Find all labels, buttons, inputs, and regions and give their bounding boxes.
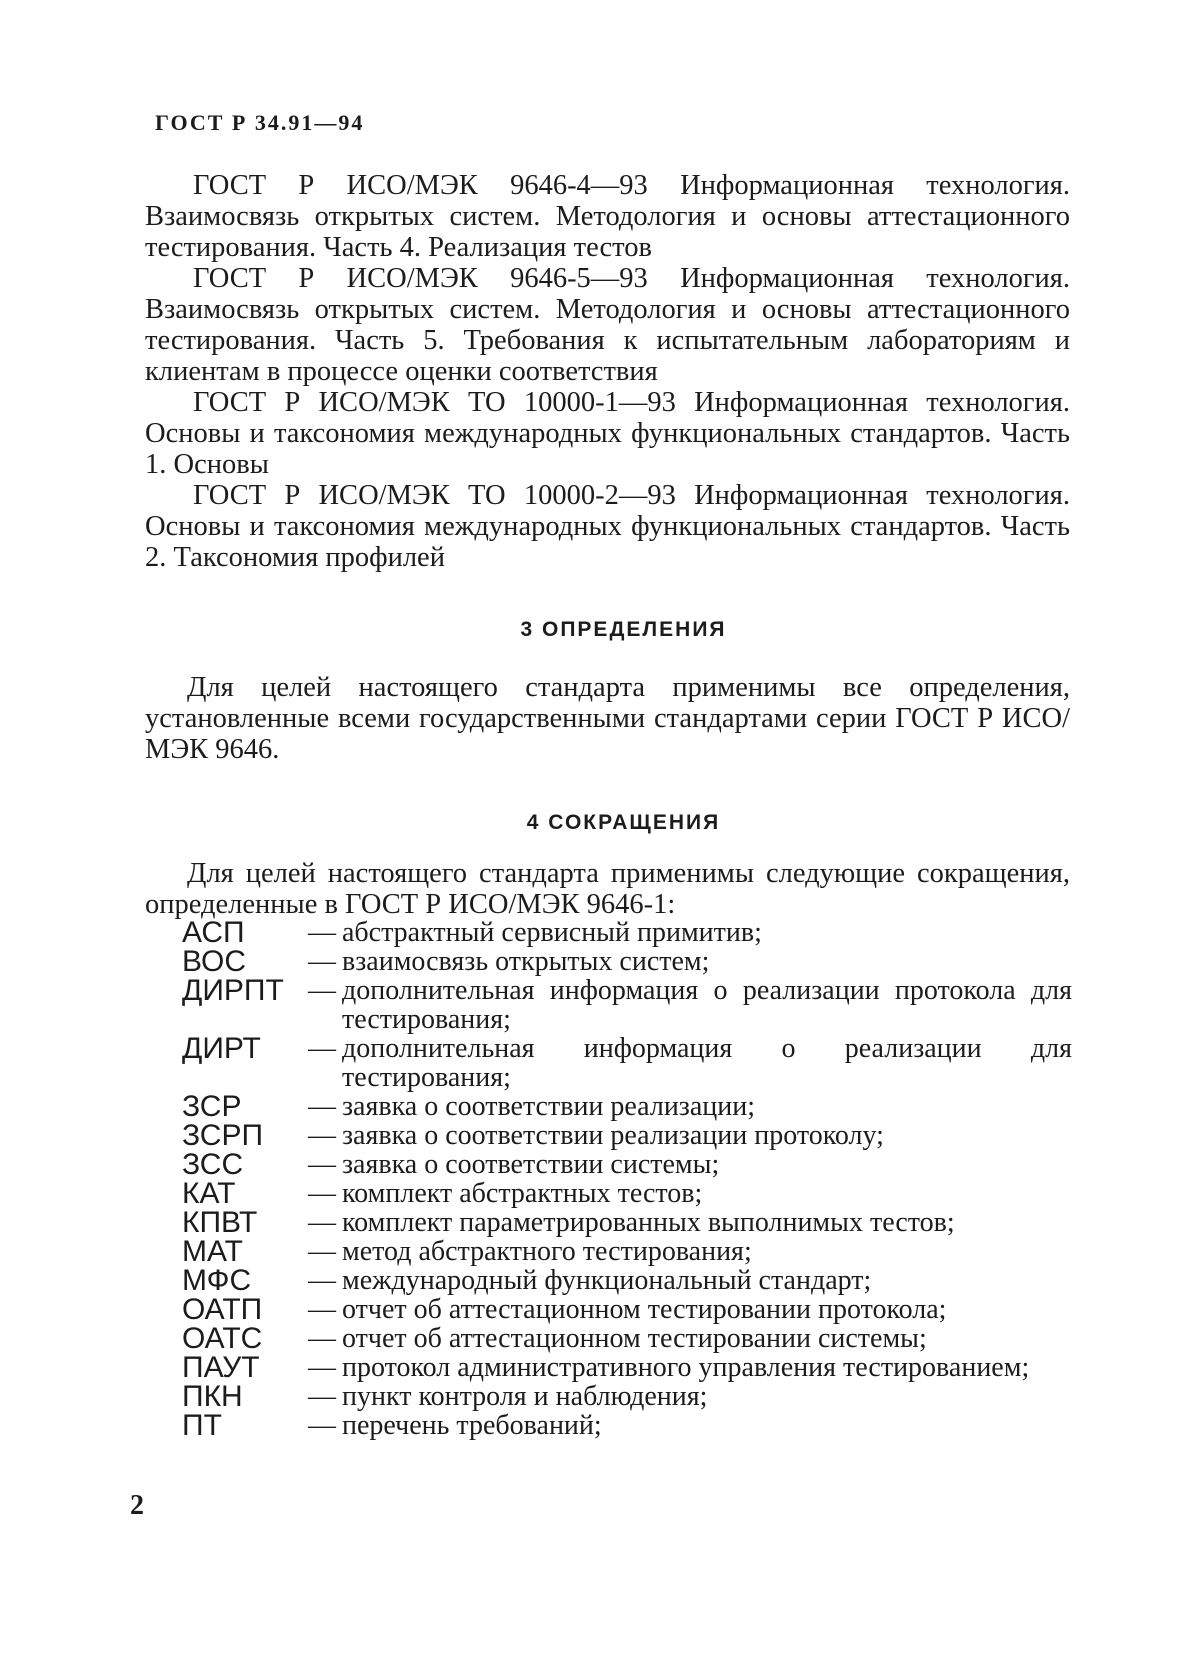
- dash: —: [308, 1178, 336, 1209]
- reference-item: ГОСТ Р ИСО/МЭК ТО 10000-2—93 Информационная технология. Основы и таксономия международных функциональных стандартов. Часть 2. Таксономия профилей: [145, 480, 1070, 573]
- abbreviation: МАТ: [182, 1235, 243, 1268]
- abbreviation: ВОС: [182, 945, 247, 978]
- abbreviation: АСП: [182, 916, 245, 949]
- section-4-title: 4 СОКРАЩЕНИЯ: [526, 811, 721, 834]
- dash: —: [308, 1410, 336, 1441]
- section-3-title: 3 ОПРЕДЕЛЕНИЯ: [520, 618, 727, 641]
- dash: —: [308, 1265, 336, 1296]
- list-item: [182, 1295, 1072, 1324]
- list-item: [182, 1179, 1072, 1208]
- dash: —: [308, 1120, 336, 1151]
- definition: заявка о соответствии системы;: [342, 1149, 720, 1180]
- dash: —: [308, 917, 336, 948]
- definition: комплект параметрированных выполнимых тестов;: [342, 1207, 955, 1238]
- dash: —: [308, 1033, 336, 1064]
- abbreviation: ОАТС: [182, 1322, 263, 1355]
- reference-item: ГОСТ Р ИСО/МЭК ТО 10000-1—93 Информационная технология. Основы и таксономия международных функциональных стандартов. Часть 1. Основы: [145, 387, 1070, 480]
- abbreviation: ПКН: [182, 1380, 243, 1413]
- document-header: ГОСТ Р 34.91—94: [155, 110, 365, 135]
- definition: отчет об аттестационном тестировании системы;: [342, 1323, 927, 1354]
- definition: перечень требований;: [342, 1410, 602, 1441]
- definition: отчет об аттестационном тестировании протокола;: [342, 1294, 947, 1325]
- dash: —: [308, 1323, 336, 1354]
- list-item: [182, 1324, 1072, 1353]
- list-item: [182, 1411, 1072, 1440]
- list-item: [182, 947, 1072, 976]
- definition: пункт контроля и наблюдения;: [342, 1381, 708, 1412]
- abbreviation: ПАУТ: [182, 1351, 260, 1384]
- abbreviation: ЗСРП: [182, 1119, 264, 1152]
- definition: комплект абстрактных тестов;: [342, 1178, 703, 1209]
- list-item: [182, 1237, 1072, 1266]
- definition: абстрактный сервисный примитив;: [342, 917, 762, 948]
- section-3-text: Для целей настоящего стандарта применимы все определения, установленные всеми государственными стандартами серии ГОСТ Р ИСО/МЭК 9646.: [145, 672, 1070, 765]
- abbreviation: ЗСС: [182, 1148, 244, 1181]
- list-item: [182, 1382, 1072, 1411]
- dash: —: [308, 1236, 336, 1267]
- abbreviation: ДИРПТ: [182, 974, 284, 1007]
- list-item: [182, 1034, 1072, 1092]
- list-item: [182, 1121, 1072, 1150]
- page-number: 2: [130, 1490, 144, 1521]
- abbreviation: ПТ: [182, 1409, 222, 1442]
- definition: протокол административного управления тестированием;: [342, 1352, 1030, 1383]
- list-item: [182, 1266, 1072, 1295]
- list-item: [182, 918, 1072, 947]
- definition: взаимосвязь открытых систем;: [342, 946, 710, 977]
- abbreviation: ОАТП: [182, 1293, 263, 1326]
- dash: —: [308, 1207, 336, 1238]
- definition: метод абстрактного тестирования;: [342, 1236, 752, 1267]
- abbreviation: МФС: [182, 1264, 252, 1297]
- abbreviations-list: [182, 918, 1072, 1440]
- abbreviation: КАТ: [182, 1177, 236, 1210]
- section-4-intro: Для целей настоящего стандарта применимы следующие сокращения, определенные в ГОСТ Р ИСО/МЭК 9646-1:: [145, 858, 1070, 920]
- definition: заявка о соответствии реализации протоколу;: [342, 1120, 884, 1151]
- list-item: [182, 1150, 1072, 1179]
- dash: —: [308, 1352, 336, 1383]
- list-item: [182, 1353, 1072, 1382]
- reference-item: ГОСТ Р ИСО/МЭК 9646-5—93 Информационная технология. Взаимосвязь открытых систем. Методология и основы аттестационного тестирования. Часть 5. Требования к испытательным лабораториям и клиентам в процессе оценки соответствия: [145, 263, 1070, 387]
- list-item: [182, 1208, 1072, 1237]
- definition: дополнительная информация о реализации для тестирования;: [342, 1033, 1072, 1093]
- reference-item: ГОСТ Р ИСО/МЭК 9646-4—93 Информационная технология. Взаимосвязь открытых систем. Методология и основы аттестационного тестирования. Часть 4. Реализация тестов: [145, 170, 1070, 263]
- dash: —: [308, 946, 336, 977]
- list-item: [182, 1092, 1072, 1121]
- definition: дополнительная информация о реализации протокола для тестирования;: [342, 975, 1072, 1035]
- abbreviation: КПВТ: [182, 1206, 258, 1239]
- dash: —: [308, 975, 336, 1006]
- dash: —: [308, 1294, 336, 1325]
- abbreviation: ДИРТ: [182, 1032, 261, 1065]
- references-list: [145, 170, 1070, 573]
- dash: —: [308, 1381, 336, 1412]
- abbreviation: ЗСР: [182, 1090, 242, 1123]
- dash: —: [308, 1149, 336, 1180]
- definition: международный функциональный стандарт;: [342, 1265, 872, 1296]
- list-item: [182, 976, 1072, 1034]
- dash: —: [308, 1091, 336, 1122]
- definition: заявка о соответствии реализации;: [342, 1091, 756, 1122]
